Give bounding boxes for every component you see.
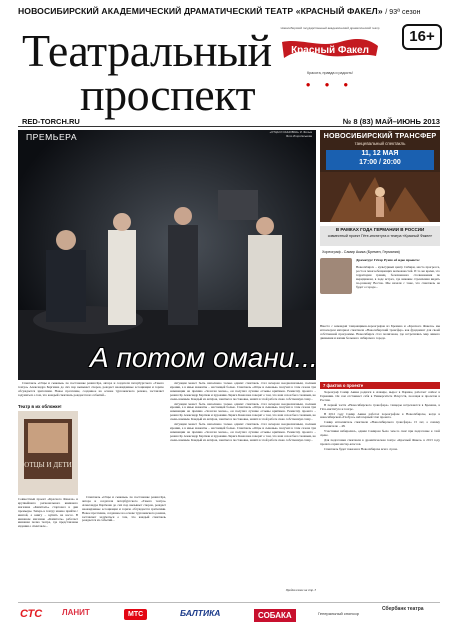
facts-list [320,391,440,591]
banner-subtitle: танцевальный спектакль [354,141,406,146]
interview-question: Новосибирск – культурный центр Сибири, место прогресса, роста и многообещающих возможностей. И то же время, это территория границ, болезненного столкновения по меридианам, в ходе встреч, где никакие стремления видеть по-разному Восток. Мы начали с тоже, что спектакль не будет о городе... [356,266,440,289]
age-rating-badge: 16+ [402,24,442,50]
banner-time: 17:00 / 20:00 [359,158,401,166]
sponsor-sobaka-logo[interactable]: СОБАКА [254,609,296,622]
fact-item: В 2012 году Самир Акика работал хореографом в Новосибирске, когда в новосибирской «Глобусе» шёл первый этап проекта. [320,411,440,420]
logo-caption: Новосибирский государственный академический драматический театр [280,26,380,30]
website-link[interactable]: RED-TORCH.RU [22,117,80,126]
article-paragraph: ситуации может быть наполнено только одним: спектакль стал вечером неоднозначным, полным иронии, а в иные моменты – настоящей болью. Спектакль «Отцы и сыновья» получил в этом сезоне три номинации на премию «Золотая маска», он получил лучшие отзывы критиков. Режиссёр проекта – режиссёр Александр Баргман и художник Лариса Комолова говорят о том, что наш сезон был сложным, но очень важным. Каждый из актёров, занятых в постановке, нашёл в этой работе свою собственную тему... [170,401,316,422]
fact-item: Самир исполнитель спектакля «Новосибирского трансфера» 15 лет, а самому исполнителю – 48. [320,420,440,429]
sponsor-mts-logo[interactable]: МТС [124,609,147,620]
premiere-label: ПРЕМЬЕРА [26,132,78,142]
banner-title: НОВОСИБИРСКИЙ ТРАНСФЕР [323,131,437,140]
germany-year-subheading: совместный проект Гёте-института и театра «Красный Факел» [327,234,433,238]
masthead-title-line2: проспект [80,69,256,120]
logo-tagline: Красота, правда и радость! [307,71,353,75]
article-column-2 [170,382,316,586]
photo-caption-credit: Фото Игоря Еськова [285,133,312,138]
article-paragraph: Спектакль «Отцы и сыновья» по постановке режиссёра, автора и создателя петербургского «Такого театра» Александра Баргмана до сих пор вызывает споров, рождает неожиданные ассоциации и горячо обсуждается зрителями. Новое прочтение, созданное на основе тургеневского романа, заставляет задуматься о том, что каждый спектакль рождается из событий... [18,382,164,397]
choreographer-credit: Хореограф - Самир Акика (Бремен, Германия) [322,250,400,254]
logo-icons: ● ● ● [305,80,355,89]
fact-item: Хореограф Самир Акика родился в Алжире, вырос в Париже, работает сейчас в Германии. Он сам отстаивает себя в Университете Искусств, посещая и пролетая в России. [320,391,440,402]
fact-item: Для подготовки спектакля в драматическом театре «Красный Факел» в 2013 году прошла серия мастер-классов. [320,437,440,446]
photo-caption-title: «ОТЦЫ И СЫНОВЬЯ» И. Фильм [269,130,312,134]
interview-answer: Вместе с командой танцовщиков-хореографов из Бремена и «Красного Факела» мы используем материал спектакля «Новосибирский трансфер» как фундамент для своей собственной программы. Новосибирск стал полигоном, где встретились мир живого движения и жизни большого сибирского города. [320,325,440,340]
book-sidebar-text: Совместный проект «Красного Факела» и крупнейшего регионального книжного магазина «Капиталъ» стартовал в дни премьеры. Теперь к театру можно прийти с книгой, а книгу – купить на кассе. В книжном магазине «Капиталъ» работает книжная полка театра, где представлены издания о спектакле... [18,498,78,529]
fact-item: Участники набирались, одним Самиром было чем-то своё при подготовке к этой сцене. [320,429,440,438]
author-portrait [320,258,352,294]
article-paragraph: Спектакль «Отцы и сыновья» по постановке режиссёра, автора и создателя петербургского «Такого театра» Александра Баргмана до сих пор вызывает споров, рождает неожиданные ассоциации и горячо обсуждается зрителями. Новое прочтение, созданное на основе тургеневского романа, заставляет задуматься о том, что каждый спектакль рождается из событий... [82,496,166,523]
dancer-illustration [320,172,440,222]
torch-flag-logo [280,38,380,60]
theatre-name-text: НОВОСИБИРСКИЙ АКАДЕМИЧЕСКИЙ ДРАМАТИЧЕСКИЙ ТЕАТР «КРАСНЫЙ ФАКЕЛ» [18,6,383,16]
fact-item: В первой части «Новосибирского трансфера» танцоры встречаются в Бремене, в Гёте-институте и театре. [320,402,440,411]
fact-item: Спектакль будет показан в Новосибирске всего 4 раза. [324,446,398,451]
banner-dates: 11, 12 МАЯ [361,150,399,157]
germany-year-heading: В РАМКАХ ГОДА ГЕРМАНИИ В РОССИИ [335,227,425,232]
masthead-title-line1: Театральный [22,25,272,76]
photo-caption [200,131,312,138]
book-sidebar-heading: Театр в их обложке! [18,404,62,409]
book-cover-image [18,411,78,495]
hero-headline: А потом омани... [90,342,318,373]
sponsor-lanit-logo[interactable]: ЛАНИТ [62,608,90,617]
article-paragraph: ситуации может быть наполнено только одним: спектакль стал вечером неоднозначным, полным иронии, а в иные моменты – настоящей болью. Спектакль «Отцы и сыновья» получил в этом сезоне три номинации на премию «Золотая маска», он получил лучшие отзывы критиков. Режиссёр проекта – режиссёр Александр Баргман и художник Лариса Комолова говорят о том, что наш сезон был сложным, но очень важным. Каждый из актёров, занятых в постановке, нашёл в этой работе свою собственную тему... [170,422,316,442]
article-paragraph: ситуации может быть наполнено только одним: спектакль стал вечером неоднозначным, полным иронии, а в иные моменты – настоящей болью. Спектакль «Отцы и сыновья» получил в этом сезоне три номинации на премию «Золотая маска», он получил лучшие отзывы критиков. Режиссёр проекта – режиссёр Александр Баргман и художник Лариса Комолова говорят о том, что наш сезон был сложным, но очень важным. Каждый из актёров, занятых в постановке, нашёл в этой работе свою собственную тему... [170,382,316,401]
continued-note: Продолжение на стр. 3 [285,588,316,592]
sponsor-ctc-logo[interactable]: СТС [20,608,43,620]
logo-brand-text: Красный Факел [291,45,369,56]
interview-heading: Драматург Гётер Рунге об идее проекта: [356,258,420,262]
sponsor-baltika-logo[interactable]: БАЛТИКА [180,608,221,618]
season-label: / 93ª сезон [385,9,421,16]
sponsor-teatr-logo[interactable]: Сбербанк театра [382,606,424,612]
facts-heading: 7 фактов о проекте [320,382,440,389]
theatre-name [18,6,421,16]
header-divider [18,126,440,127]
book-cover-title: ОТЦЫ И ДЕТИ [24,461,72,469]
sponsor-general-label: Генеральный спонсор [318,611,359,616]
banner-dates-box [326,150,434,170]
issue-number: № 8 (83) МАЙ–ИЮНЬ 2013 [342,117,440,126]
article-column-1-continued [82,496,166,576]
